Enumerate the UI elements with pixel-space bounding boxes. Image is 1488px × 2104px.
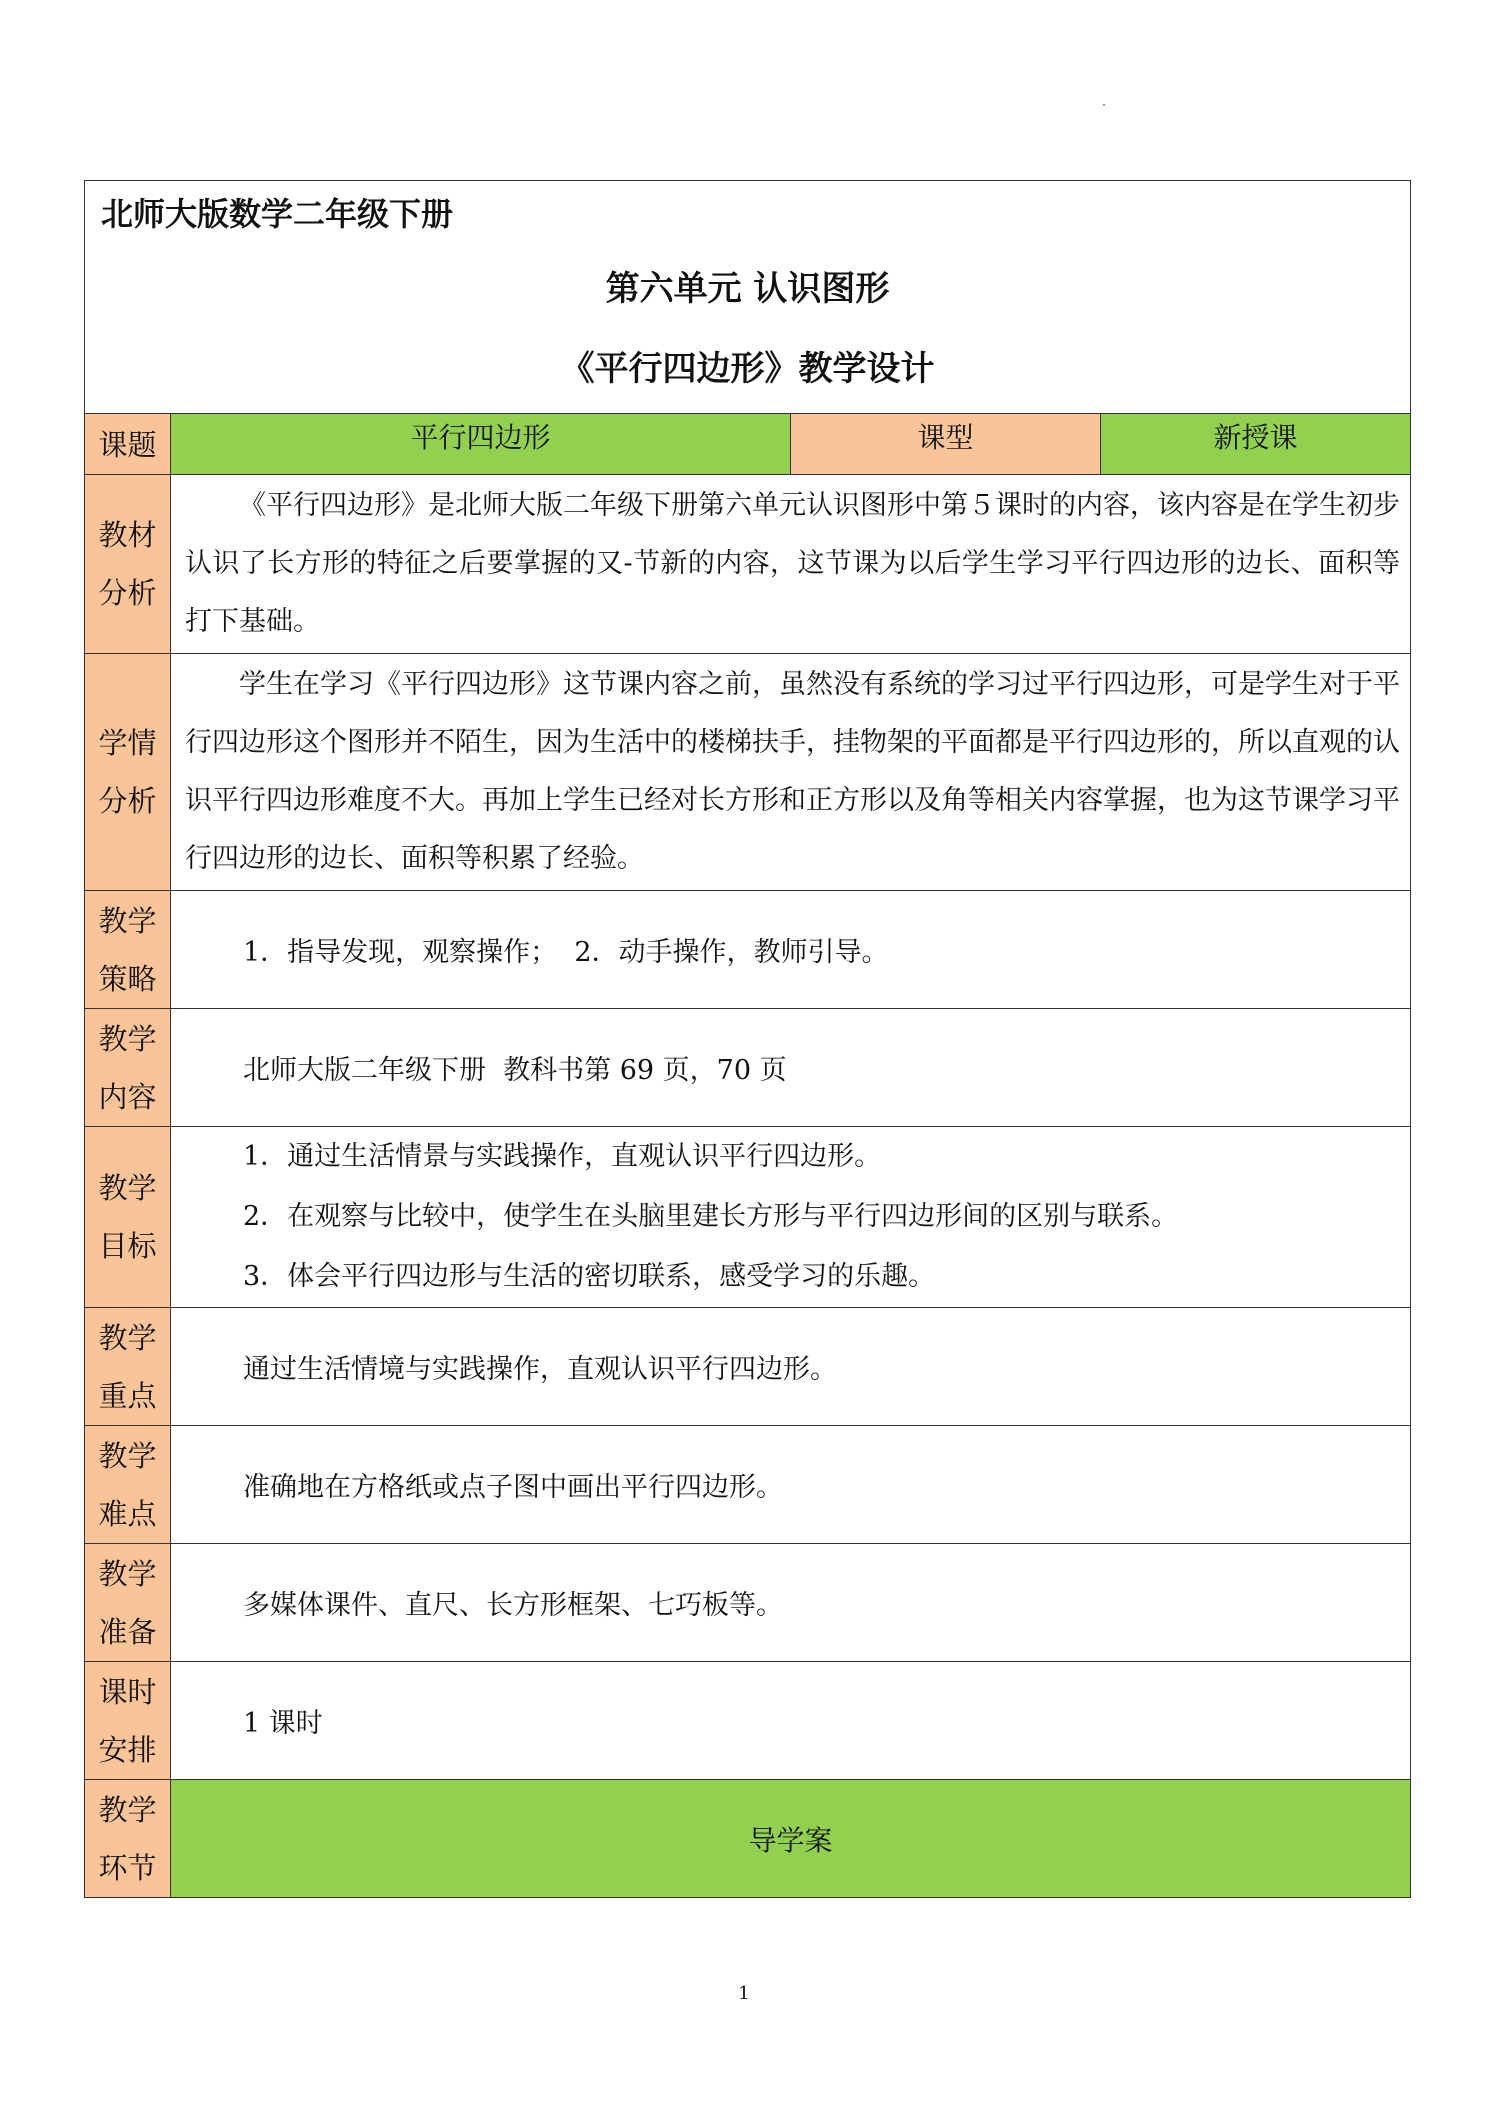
scan-dot — [1103, 104, 1105, 106]
lesson-type-label: 课型 — [791, 414, 1101, 475]
objective-item: 1．通过生活情景与实践操作，直观认识平行四边形。 — [243, 1141, 882, 1172]
textbook-analysis-label: 教材分析 — [85, 475, 171, 654]
difficulties-label: 教学难点 — [85, 1426, 171, 1544]
header-cell — [85, 181, 1411, 414]
lesson-name: 平行四边形 — [171, 414, 791, 475]
strategy-label: 教学策略 — [85, 891, 171, 1009]
lesson-plan-table — [84, 180, 1411, 1898]
procedure-row — [85, 1780, 1411, 1898]
publisher-title: 北师大版数学二年级下册 — [101, 195, 454, 233]
unit-title: 第六单元 认识图形 — [605, 269, 890, 309]
lesson-label: 课题 — [85, 414, 171, 475]
strategy-row — [85, 891, 1411, 1009]
student-analysis-text: 学生在学习《平行四边形》这节课内容之前，虽然没有系统的学习过平行四边形，可是学生对于平行四边形这个图形并不陌生，因为生活中的楼梯扶手，挂物架的平面都是平行四边形的，所以直观的认识平行四边形难度不大。再加上学生已经对长方形和正方形以及角等相关内容掌握，也为这节课学习平行四边形的边长、面积等积累了经验。 — [171, 654, 1411, 891]
objectives-row — [85, 1127, 1411, 1308]
objectives-label: 教学目标 — [85, 1127, 171, 1308]
student-analysis-label: 学情分析 — [85, 654, 171, 891]
preparation-text: 多媒体课件、直尺、长方形框架、七巧板等。 — [171, 1544, 1411, 1662]
preparation-row — [85, 1544, 1411, 1662]
key-points-label: 教学重点 — [85, 1308, 171, 1426]
lesson-plan-sheet — [84, 180, 1410, 1898]
page-number: 1 — [738, 1983, 750, 2004]
difficulties-row — [85, 1426, 1411, 1544]
textbook-analysis-text: 《平行四边形》是北师大版二年级下册第六单元认识图形中第５课时的内容，该内容是在学生初步认识了长方形的特征之后要掌握的又-节新的内容，这节课为以后学生学习平行四边形的边长、面积等打下基础。 — [171, 475, 1411, 654]
content-text: 北师大版二年级下册 教科书第 69 页，70 页 — [171, 1009, 1411, 1127]
design-title: 《平行四边形》教学设计 — [560, 349, 935, 389]
key-points-text: 通过生活情境与实践操作，直观认识平行四边形。 — [171, 1308, 1411, 1426]
objective-item: 2．在观察与比较中，使学生在头脑里建长方形与平行四边形间的区别与联系。 — [243, 1201, 1179, 1232]
procedure-label: 教学环节 — [85, 1780, 171, 1898]
header-row — [85, 181, 1411, 414]
schedule-row — [85, 1662, 1411, 1780]
textbook-analysis-row — [85, 475, 1411, 654]
lesson-type-value: 新授课 — [1101, 414, 1411, 475]
procedure-value: 导学案 — [171, 1780, 1411, 1898]
student-analysis-row — [85, 654, 1411, 891]
preparation-label: 教学准备 — [85, 1544, 171, 1662]
strategy-text: 1．指导发现，观察操作； 2．动手操作，教师引导。 — [171, 891, 1411, 1009]
objective-item: 3．体会平行四边形与生活的密切联系，感受学习的乐趣。 — [243, 1261, 936, 1292]
difficulties-text: 准确地在方格纸或点子图中画出平行四边形。 — [171, 1426, 1411, 1544]
schedule-text: 1 课时 — [171, 1662, 1411, 1780]
schedule-label: 课时安排 — [85, 1662, 171, 1780]
lesson-row — [85, 414, 1411, 475]
content-row — [85, 1009, 1411, 1127]
key-points-row — [85, 1308, 1411, 1426]
objectives-cell — [171, 1127, 1411, 1308]
content-label: 教学内容 — [85, 1009, 171, 1127]
